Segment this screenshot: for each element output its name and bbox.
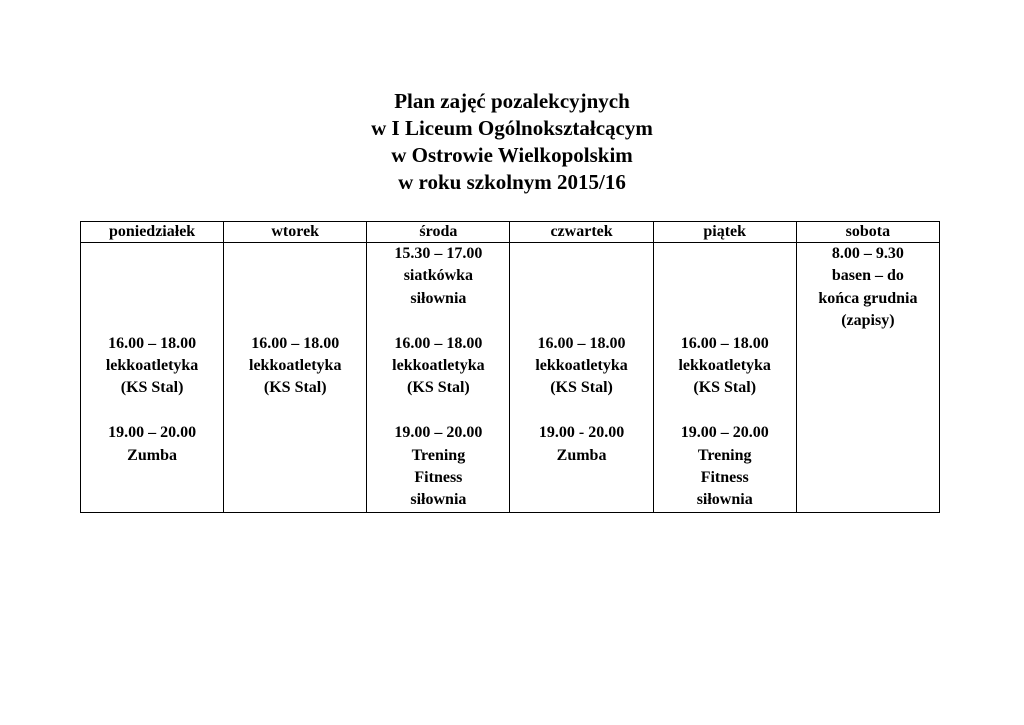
cell-line: końca grudnia [818, 289, 918, 307]
title-line: w I Liceum Ogólnokształcącym [371, 116, 653, 140]
cell-line [83, 265, 221, 287]
cell-line: siłownia [696, 491, 753, 509]
cell-line [656, 288, 794, 310]
cell-line [512, 288, 650, 310]
cell-line: (KS Stal) [407, 379, 470, 397]
cell-line: siłownia [410, 491, 467, 509]
header-friday: piątek [653, 222, 796, 243]
cell-line [512, 467, 650, 489]
cell-line: (KS Stal) [263, 379, 327, 397]
cell-line [512, 310, 650, 332]
cell-line: Trening [697, 446, 752, 464]
cell-line: (KS Stal) [693, 379, 757, 397]
cell-line [512, 243, 650, 265]
cell-line [656, 310, 794, 332]
document-title [0, 88, 1024, 196]
cell-line: lekkoatletyka [535, 356, 628, 374]
cell-line: 16.00 – 18.00 [680, 334, 769, 352]
cell-line [512, 265, 650, 287]
cell-line: Fitness [700, 468, 749, 486]
cell-line: siłownia [410, 289, 467, 307]
cell-line: siatkówka [403, 267, 474, 285]
table-row [81, 243, 940, 513]
cell-line: Fitness [414, 469, 463, 487]
title-line: Plan zajęć pozalekcyjnych [394, 89, 630, 113]
cell-line [226, 445, 364, 467]
cell-line: 19.00 - 20.00 [538, 424, 625, 442]
cell-line: 15.30 – 17.00 [394, 245, 483, 262]
cell-line: (KS Stal) [120, 379, 184, 397]
cell-line: Zumba [127, 446, 177, 464]
title-line: w roku szkolnym 2015/16 [398, 170, 626, 194]
cell-line [83, 243, 221, 265]
cell-line: 16.00 – 18.00 [394, 334, 483, 352]
cell-line: 16.00 – 18.00 [108, 334, 197, 352]
cell-line [226, 467, 364, 489]
cell-line: basen – do [831, 267, 904, 285]
header-thursday: czwartek [510, 222, 653, 243]
cell-line [226, 265, 364, 287]
cell-line: 19.00 – 20.00 [680, 424, 769, 442]
header-wednesday: środa [367, 222, 510, 243]
cell-thursday [510, 243, 653, 513]
cell-line [369, 400, 507, 422]
cell-monday [81, 243, 224, 513]
header-row [81, 222, 940, 243]
cell-line: 8.00 – 9.30 [831, 245, 904, 262]
cell-friday [653, 243, 796, 513]
cell-line: 19.00 – 20.00 [108, 424, 197, 442]
title-line: w Ostrowie Wielkopolskim [391, 143, 633, 167]
cell-line: (zapisy) [841, 312, 895, 330]
header-saturday: sobota [796, 222, 939, 243]
cell-line [656, 400, 794, 422]
cell-line [656, 243, 794, 265]
cell-line: 16.00 – 18.00 [537, 334, 626, 352]
cell-line: 16.00 – 18.00 [251, 334, 340, 352]
cell-line: 19.00 – 20.00 [394, 424, 483, 442]
cell-line [226, 310, 364, 332]
cell-line: lekkoatletyka [105, 356, 199, 374]
cell-line [226, 243, 364, 265]
cell-line [656, 265, 794, 287]
cell-line: lekkoatletyka [392, 357, 485, 375]
cell-line [226, 288, 364, 310]
cell-tuesday [224, 243, 367, 513]
cell-line [83, 467, 221, 489]
cell-line [369, 310, 507, 332]
cell-line [83, 310, 221, 332]
cell-line: (KS Stal) [550, 379, 613, 397]
cell-line: Trening [411, 446, 466, 464]
schedule-table [80, 221, 940, 513]
cell-line [226, 400, 364, 422]
cell-line [83, 288, 221, 310]
cell-line: Zumba [556, 446, 607, 464]
cell-line [226, 422, 364, 444]
cell-line: lekkoatletyka [678, 356, 771, 374]
header-monday: poniedziałek [81, 222, 224, 243]
cell-line [83, 400, 221, 422]
cell-wednesday [367, 243, 510, 513]
cell-line [512, 400, 650, 422]
cell-saturday [796, 243, 939, 513]
cell-line: lekkoatletyka [249, 356, 342, 374]
header-tuesday: wtorek [224, 222, 367, 243]
